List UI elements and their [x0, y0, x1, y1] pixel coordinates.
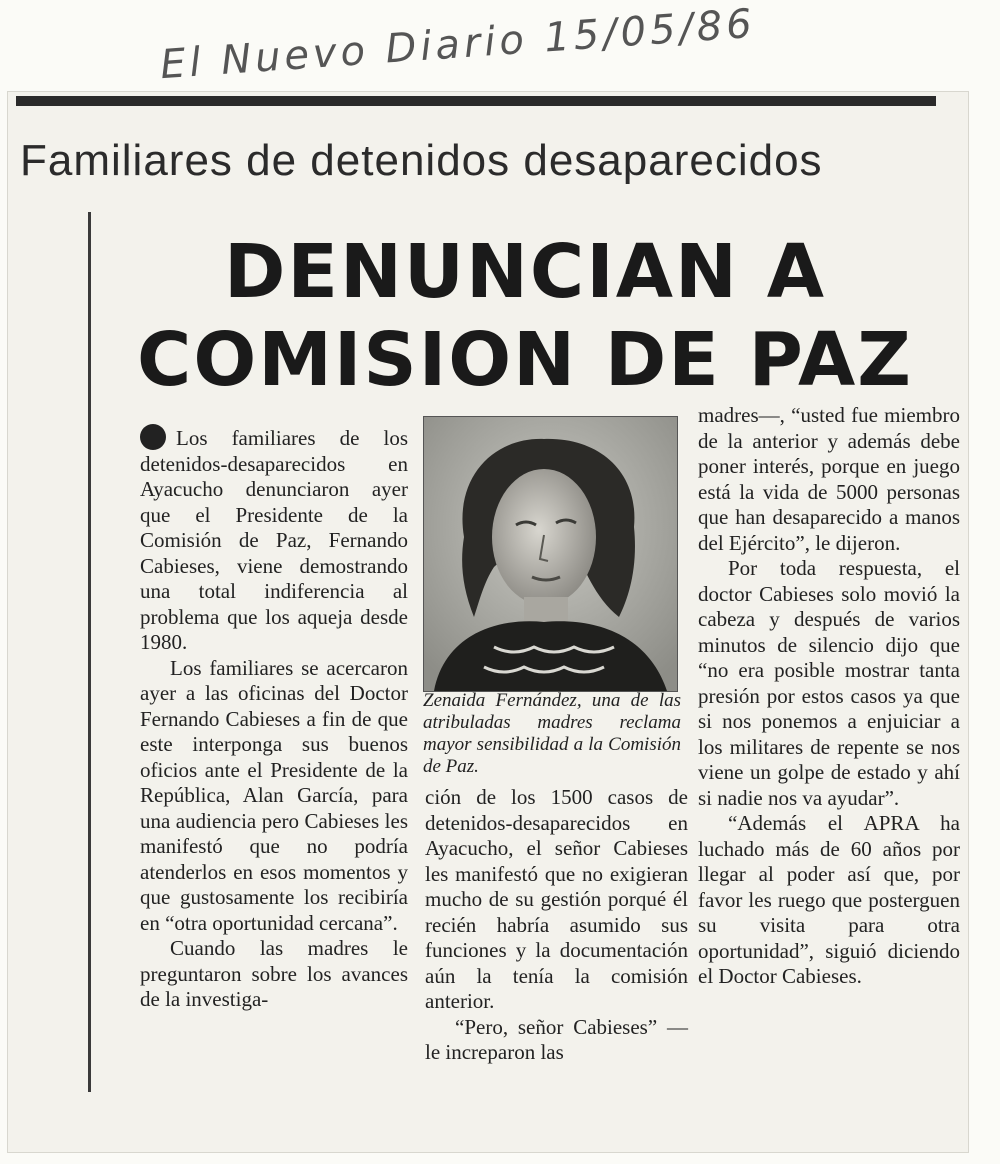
paragraph: madres—, “usted fue miembro de la anterior y además debe poner interés, porque en juego está la vida de 5000 personas que han desaparecido a manos del Ejército”, le dijeron.	[698, 403, 960, 555]
paragraph: Cuando las madres le preguntaron sobre los avances de la investiga-	[140, 936, 408, 1011]
top-rule	[16, 96, 936, 106]
article-column-3	[698, 403, 960, 990]
paragraph-text: Los familiares de los detenidos-desaparecidos en Ayacucho denunciaron ayer que el Presidente de la Comisión de Paz, Fernando Cabieses, viene demostrando una total indiferencia al problema que los aqueja desde 1980.	[140, 426, 408, 654]
main-headline: DENUNCIAN A COMISION DE PAZ	[137, 229, 913, 403]
photo-caption: Zenaida Fernández, una de las atribuladas madres reclama mayor sensibilidad a la Comisión de Paz.	[423, 690, 681, 777]
portrait-photo-icon	[424, 417, 677, 691]
portrait-photo	[423, 416, 678, 692]
paragraph	[140, 424, 408, 656]
article-column-1	[140, 424, 408, 1013]
paragraph: ción de los 1500 casos de detenidos-desaparecidos en Ayacucho, el señor Cabieses les manifestó que no exigieran mucho de su gestión porqué él recién habría asumido sus funciones y la documentación aún la tenía la comisión anterior.	[425, 785, 688, 1013]
paragraph: “Pero, señor Cabieses” —le increparon las	[425, 1014, 688, 1064]
paragraph: Por toda respuesta, el doctor Cabieses solo movió la cabeza y después de varios minutos de silencio dijo que “no era posible mostrar tanta presión por estos casos ya que si nos ponemos a enjuiciar a los militares de repente se nos viene un golpe de estado y ahí si nadie nos va ayudar”.	[698, 556, 960, 810]
kicker-headline: Familiares de detenidos desaparecidos	[20, 136, 823, 185]
paragraph: Los familiares se acercaron ayer a las oficinas del Doctor Fernando Cabieses a fin de que este interponga sus buenos oficios ante el Presidente de la República, Alan García, para una audiencia pero Cabieses les manifestó que no podría atenderlos en esos momentos y que gustosamente los recibiría en “otra oportunidad cercana”.	[140, 655, 408, 935]
paragraph: “Además el APRA ha luchado más de 60 años por llegar al poder así que, por favor les ruego que posterguen su visita para otra oportunidad”, siguió diciendo el Doctor Cabieses.	[698, 811, 960, 988]
bullet-dot-icon	[140, 424, 166, 450]
left-frame-rule	[88, 212, 91, 1092]
article-column-2	[425, 785, 688, 1066]
handwritten-source-note: El Nuevo Diario 15/05/86	[158, 0, 758, 89]
